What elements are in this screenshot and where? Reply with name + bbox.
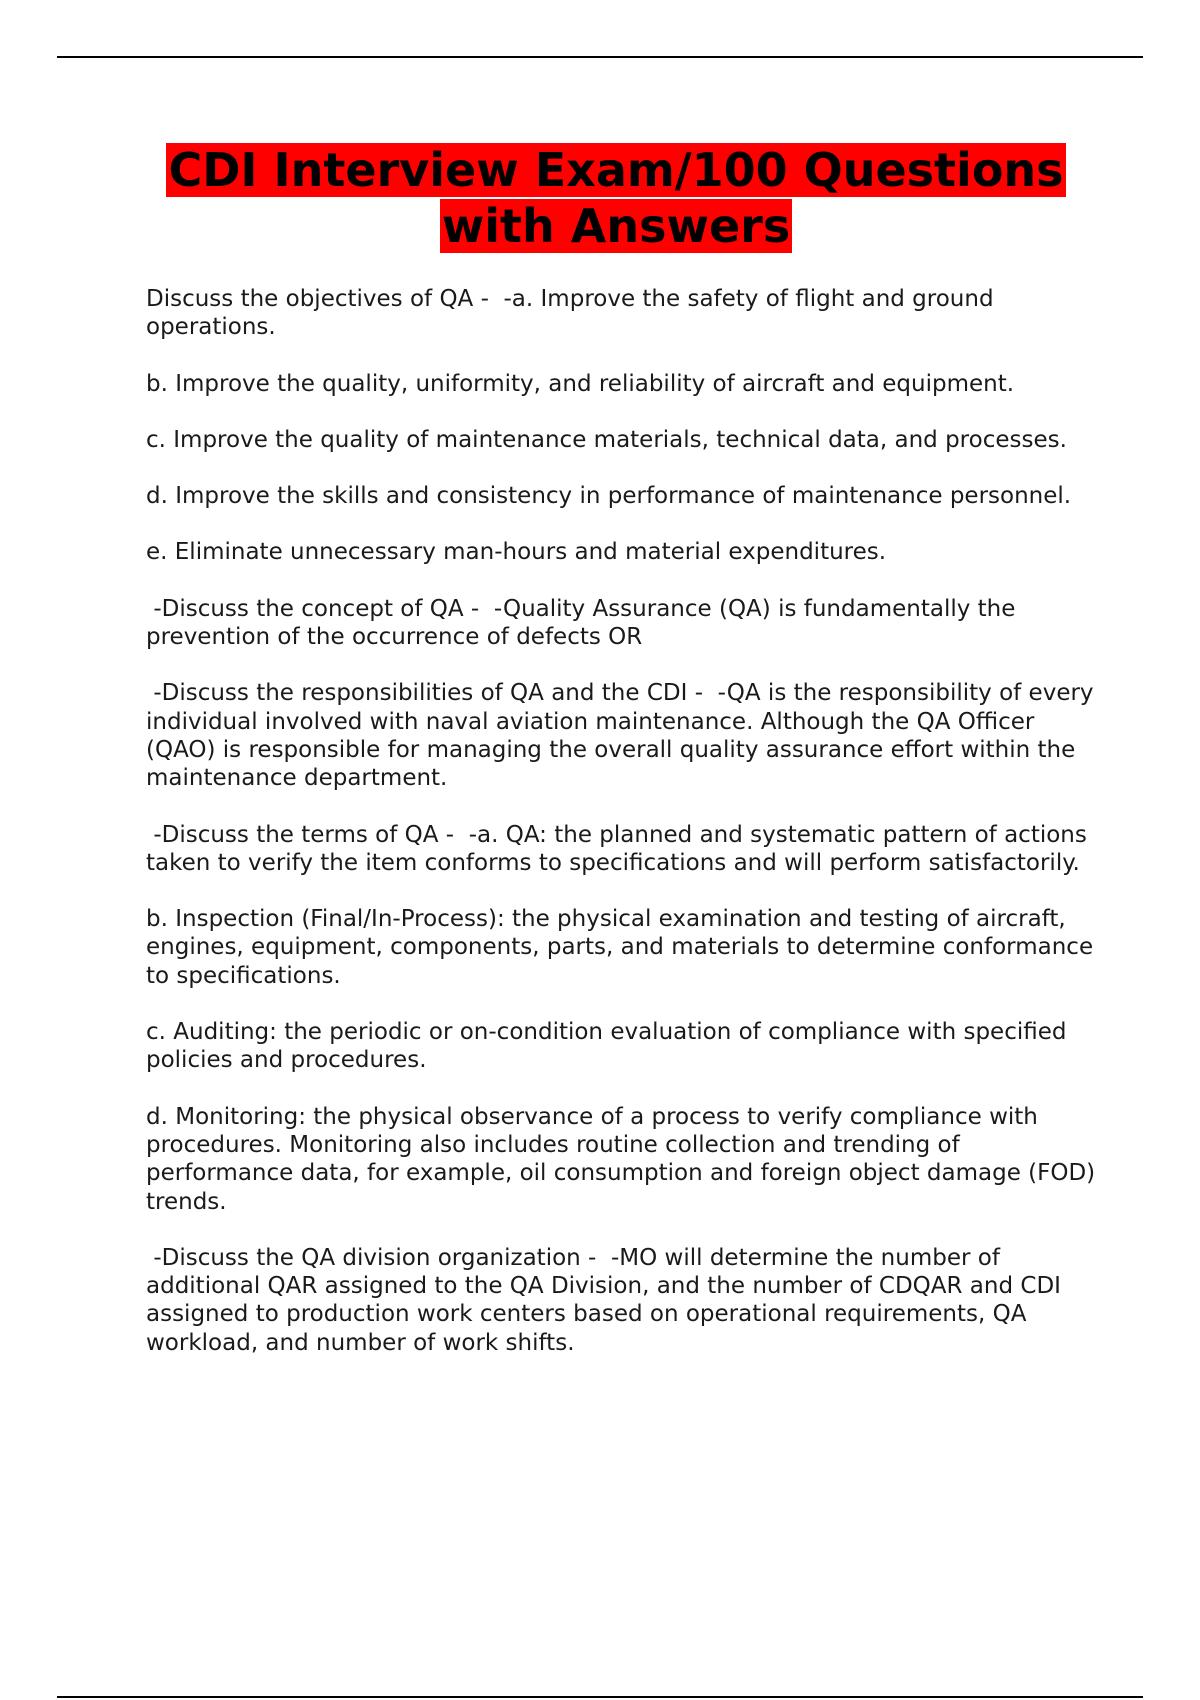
paragraph-objectives-b: b. Improve the quality, uniformity, and reliability of aircraft and equipment. [146, 370, 1015, 397]
document-body [146, 285, 1103, 1385]
paragraph-terms-c: c. Auditing: the periodic or on-condition evaluation of compliance with specified policies and procedures. [146, 1019, 1074, 1074]
paragraph-concept: -Discuss the concept of QA - -Quality Assurance (QA) is fundamentally the prevention of the occurrence of defects OR [146, 595, 1023, 651]
bottom-rule [57, 1696, 1143, 1698]
paragraph-objectives-e: e. Eliminate unnecessary man-hours and material expenditures. [146, 539, 887, 566]
paragraph-objectives-d: d. Improve the skills and consistency in performance of maintenance personnel. [146, 483, 1072, 510]
paragraph-responsibilities: -Discuss the responsibilities of QA and the CDI - -QA is the responsibility of every individual involved with naval aviation maintenance. Although the QA Officer (QAO) is responsible for managing the overall quality assurance effort within the maintenance department. [146, 680, 1101, 792]
paragraph-objectives-c: c. Improve the quality of maintenance materials, technical data, and processes. [146, 426, 1067, 453]
paragraph-terms-b: b. Inspection (Final/In-Process): the physical examination and testing of aircraft, engines, equipment, components, parts, and materials to determine conformance to specifications. [146, 906, 1101, 989]
paragraph-terms-a: -Discuss the terms of QA - -a. QA: the planned and systematic pattern of actions taken to verify the item conforms to specifications and will perform satisfactorily. [146, 821, 1095, 876]
paragraph-objectives-a: Discuss the objectives of QA - -a. Improve the safety of flight and ground operations. [146, 286, 1001, 341]
top-rule [57, 56, 1143, 58]
document-title [146, 142, 1086, 254]
paragraph-terms-d: d. Monitoring: the physical observance of a process to verify compliance with procedures. Monitoring also includes routine collection and trending of performance data, for example, oil consumption and foreign object damage (FOD) trends. [146, 1103, 1103, 1215]
paragraph-organization: -Discuss the QA division organization - -MO will determine the number of additional QAR assigned to the QA Division, and the number of CDQAR and CDI assigned to production work centers based on operational requirements, QA workload, and number of work shifts. [146, 1244, 1069, 1356]
title-highlight: CDI Interview Exam/100 Questions with Answers [168, 143, 1064, 253]
